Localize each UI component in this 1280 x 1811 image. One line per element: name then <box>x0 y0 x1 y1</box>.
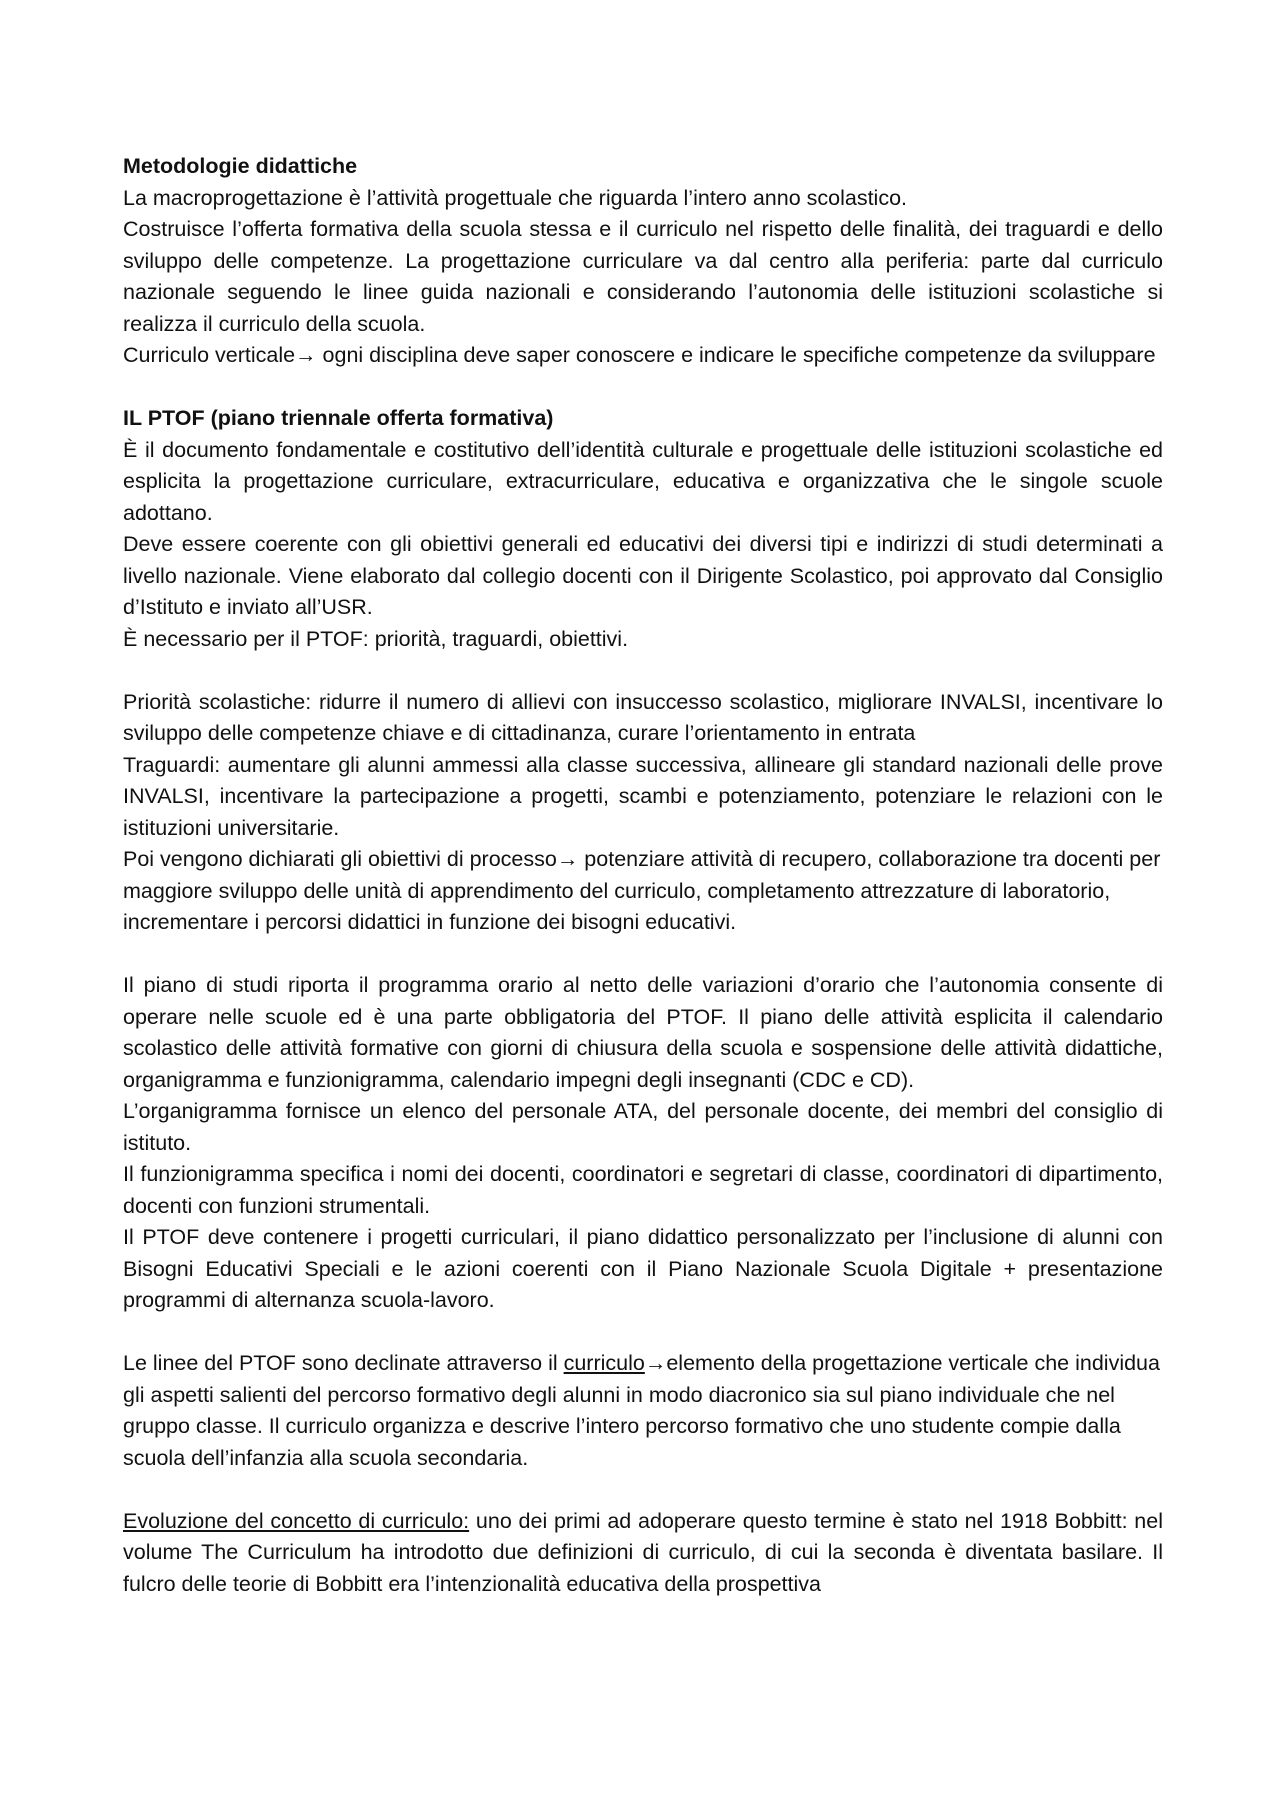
paragraph-priorita: Priorità scolastiche: ridurre il numero di allievi con insuccesso scolastico, migliorare INVALSI, incentivare lo sviluppo delle competenze chiave e di cittadinanza, curare l’orientamento in entrata <box>123 689 1163 745</box>
blank-line <box>123 1317 1163 1349</box>
section-title-ptof: IL PTOF (piano triennale offerta formativa) <box>123 406 554 430</box>
paragraph-obiettivi-processo: Poi vengono dichiarati gli obiettivi di processo→ potenziare attività di recupero, collaborazione tra docenti per maggiore sviluppo delle unità di apprendimento del curriculo, completamento attrezzature di laboratorio, incrementare i percorsi didattici in funzione dei bisogni educativi. <box>123 847 1161 934</box>
paragraph-traguardi: Traguardi: aumentare gli alunni ammessi alla classe successiva, allineare gli standard nazionali delle prove INVALSI, incentivare la partecipazione a progetti, scambi e potenziamento, potenziare le relazioni con le istituzioni universitarie. <box>123 752 1163 840</box>
paragraph-piano-studi: Il piano di studi riporta il programma orario al netto delle variazioni d’orario che l’autonomia consente di operare nelle scuole ed è una parte obbligatoria del PTOF. Il piano delle attività esplicita il calendario scolastico delle attività formative con giorni di chiusura della scuola e sospensione delle attività didattiche, organigramma e funzionigramma, calendario impegni degli insegnanti (CDC e CD). <box>123 973 1163 1092</box>
linee-text-pre: Le linee del PTOF sono declinate attraverso il <box>123 1351 564 1375</box>
linee-text-post: →elemento della progettazione verticale che individua gli aspetti salienti del percorso formativo degli alunni in modo diacronico sia sul piano individuale che nel gruppo classe. Il curriculo organizza e descrive l’intero percorso formativo che uno studente compie dalla scuola dell’infanzia alla scuola secondaria. <box>123 1351 1160 1470</box>
blank-line <box>123 939 1163 971</box>
evoluzione-text: uno dei primi ad adoperare questo termine è stato nel 1918 Bobbitt: nel volume The Curriculum ha introdotto due definizioni di curriculo, di cui la seconda è diventata basilare. Il fulcro delle teorie di Bobbitt era l’intenzionalità educativa della prospettiva <box>123 1508 1163 1596</box>
blank-line <box>123 372 1163 404</box>
blank-line <box>123 1474 1163 1506</box>
paragraph-ptof-coerenza: Deve essere coerente con gli obiettivi generali ed educativi dei diversi tipi e indirizzi di studi determinati a livello nazionale. Viene elaborato dal collegio docenti con il Dirigente Scolastico, poi approvato dal Consiglio d’Istituto e inviato all’USR. <box>123 532 1163 619</box>
paragraph-ptof-contenuti: Il PTOF deve contenere i progetti curriculari, il piano didattico personalizzato per l’inclusione di alunni con Bisogni Educativi Speciali e le azioni coerenti con il Piano Nazionale Scuola Digitale + presentazione programmi di alternanza scuola-lavoro. <box>123 1225 1163 1312</box>
paragraph-organigramma: L’organigramma fornisce un elenco del personale ATA, del personale docente, dei membri del consiglio di istituto. <box>123 1099 1163 1155</box>
document-page <box>123 151 1163 1600</box>
evoluzione-heading: Evoluzione del concetto di curriculo: <box>123 1508 470 1533</box>
paragraph-ptof-necessario: È necessario per il PTOF: priorità, traguardi, obiettivi. <box>123 626 629 651</box>
blank-line <box>123 655 1163 687</box>
paragraph-macroprogettazione: La macroprogettazione è l’attività progettuale che riguarda l’intero anno scolastico. <box>123 185 908 210</box>
paragraph-linee-ptof <box>123 1348 1163 1474</box>
paragraph-evoluzione <box>123 1506 1163 1601</box>
paragraph-funzionigramma: Il funzionigramma specifica i nomi dei docenti, coordinatori e segretari di classe, coordinatori di dipartimento, docenti con funzioni strumentali. <box>123 1162 1163 1218</box>
paragraph-curriculo-verticale: Curriculo verticale→ ogni disciplina deve saper conoscere e indicare le specifiche competenze da sviluppare <box>123 343 1156 367</box>
paragraph-ptof-definition: È il documento fondamentale e costitutivo dell’identità culturale e progettuale delle istituzioni scolastiche ed esplicita la progettazione curriculare, extracurriculare, educativa e organizzativa che le singole scuole adottano. <box>123 437 1163 525</box>
section-title-metodologie: Metodologie didattiche <box>123 154 358 178</box>
paragraph-offerta-formativa: Costruisce l’offerta formativa della scuola stessa e il curriculo nel rispetto delle finalità, dei traguardi e dello sviluppo delle competenze. La progettazione curriculare va dal centro alla periferia: parte dal curriculo nazionale seguendo le linee guida nazionali e considerando l’autonomia delle istituzioni scolastiche si realizza il curriculo della scuola. <box>123 217 1163 336</box>
curriculo-underlined-term: curriculo <box>563 1351 645 1375</box>
